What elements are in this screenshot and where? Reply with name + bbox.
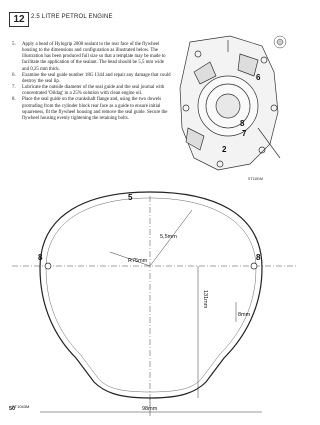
step-8 — [12, 97, 172, 122]
sealant-bead-outline — [40, 192, 262, 398]
callout-label: 8 — [38, 253, 43, 262]
step-number: 5. — [12, 42, 16, 47]
step-6 — [12, 73, 172, 85]
dowel-marker-left — [45, 263, 51, 269]
step-number: 7. — [12, 85, 16, 91]
sealant-template-drawing — [0, 190, 300, 418]
dowel-marker-right — [251, 263, 257, 269]
step-7 — [12, 85, 172, 97]
flywheel-housing-illustration — [170, 32, 288, 177]
callout-label: 7 — [242, 129, 247, 138]
step-text: Place the seal guide on the crankshaft flange and, using the two dowels protruding from the cylinder block rear face as a guide to ensure initial squareness, fit the flywheel housing and remove the seal guide. Secure the flywheel housing evenly tightening the retaining bolts. — [22, 97, 168, 121]
step-text: Examine the seal guide number 18G 1344 and repair any damage that could destroy the seal lip. — [22, 72, 171, 84]
step-text: Lubricate the outside diameter of the seal guide and the seal journal with concentrated 'Oildag' in a 25% solution with clean engine oil. — [22, 85, 165, 97]
chapter-number-badge: 12 — [9, 12, 29, 27]
figure-code: ST1151M — [248, 177, 263, 181]
callout-label: 5 — [128, 193, 133, 202]
page-number: 50 — [9, 406, 16, 412]
step-number: 6. — [12, 72, 16, 78]
callout-label: 6 — [256, 73, 261, 82]
figure-code: ST1043M — [12, 404, 30, 409]
step-text: Apply a bead of Hylogrip 2000 sealant to the rear face of the flywheel housing to the dimensions and configuration as illustrated below. The illustration has been produced full size so that a template may be made to facilitate the application of the sealant. The bead should be 5,5 mm wide and 0,25 mm thick. — [22, 42, 166, 72]
step-number: 8. — [12, 97, 16, 103]
page-title: 2.5 LITRE PETROL ENGINE — [31, 14, 113, 20]
callout-label: 2 — [222, 145, 227, 154]
callout-label: 8 — [240, 119, 245, 128]
dimension-horizontal: 98mm — [142, 406, 158, 412]
step-5 — [12, 42, 172, 73]
dimension-radius: R75mm — [128, 258, 148, 264]
dimension-offset: 8mm — [238, 312, 251, 318]
dimension-bead-width: 5,5mm — [160, 234, 177, 240]
callout-label: 8 — [256, 253, 261, 262]
dimension-vertical: 131mm — [202, 290, 208, 309]
instruction-list — [12, 42, 172, 122]
